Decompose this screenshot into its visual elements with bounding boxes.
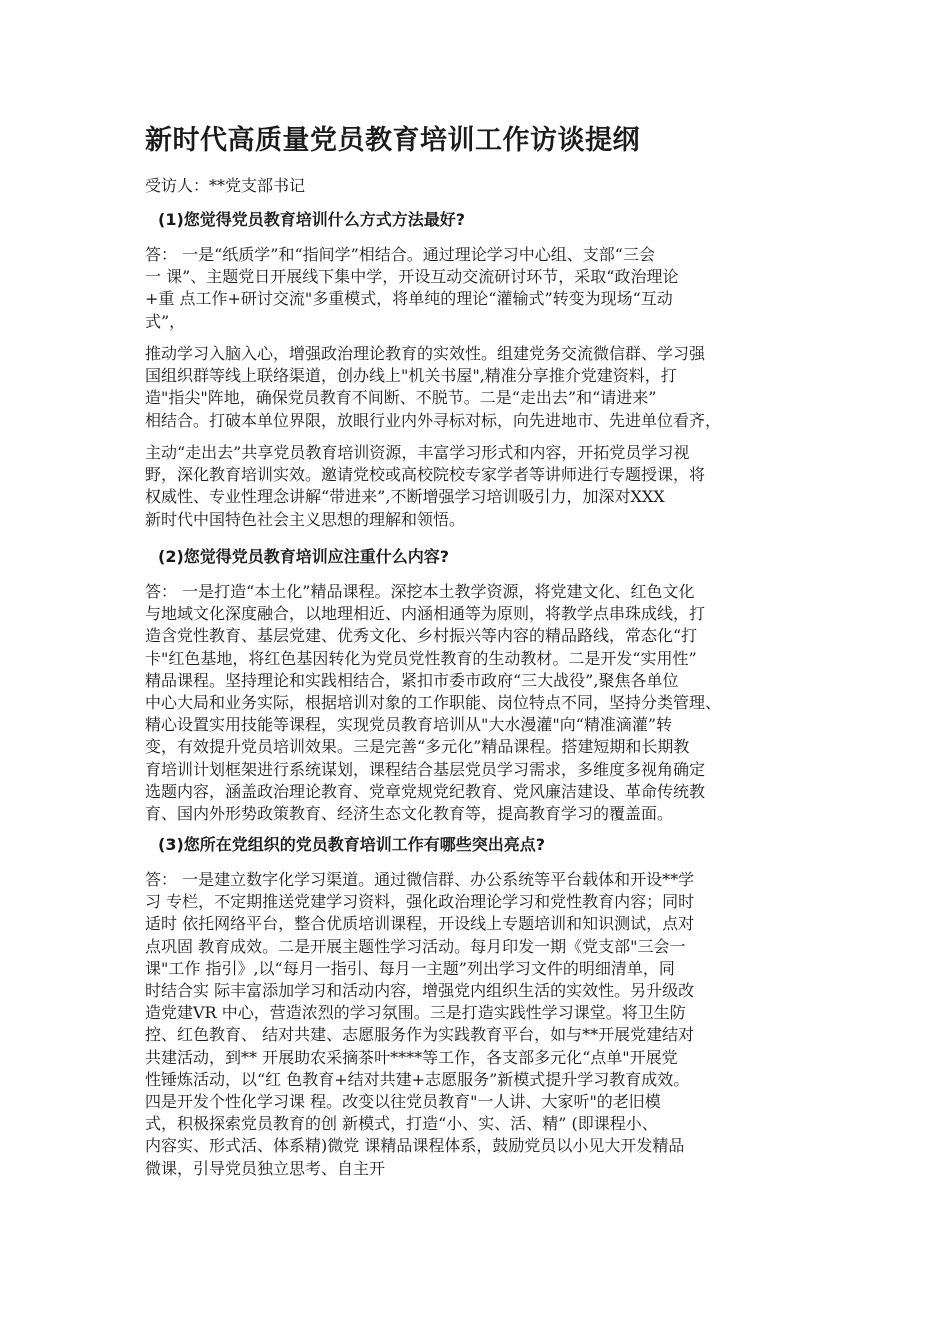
text-line: 适时 依托网络平台，整合优质培训课程，开设线上专题培训和知识测试，点对 [145, 914, 695, 934]
answer-1-paragraph-2 [145, 343, 807, 432]
question-1-heading: (1)您觉得党员教育培训什么方式方法最好? [158, 210, 466, 229]
text-line: 答： 一是打造“本土化”精品课程。深挖本土教学资源，将党建文化、红色文化 [145, 582, 695, 601]
text-line: +重 点工作+研讨交流"多重模式，将单纯的理论“灌输式”转变为现场“互动 [145, 289, 673, 309]
text-line: 课"工作 指引》,以“每月一指引、每月一主题”列出学习文件的明细清单，同 [145, 958, 675, 978]
text-line: 控、红色教育、 结对共建、志愿服务作为实践教育平台，如与**开展党建结对 [145, 1025, 695, 1045]
text-line: 时结合实 际丰富添加学习和活动内容，增强党内组织生活的实效性。另升级改 [145, 981, 695, 1001]
text-line: 点巩固 教育成效。二是开展主题性学习活动。每月印发一期《党支部"三会一 [145, 936, 686, 956]
text-line: 育、国内外形势政策教育、经济生态文化教育等，提高教育学习的覆盖面。 [145, 804, 674, 824]
question-3-heading: (3)您所在党组织的党员教育培训工作有哪些突出亮点? [158, 835, 546, 854]
text-line: 育培训计划框架进行系统谋划，课程结合基层党员学习需求，多维度多视角确定 [145, 759, 706, 779]
text-line: 共建活动，到** 开展助农采摘茶叶****等工作，各支部多元化“点单"开展党 [145, 1047, 678, 1067]
text-line: 造党建VR 中心，营造浓烈的学习氛围。三是打造实践性学习课堂。将卫生防 [145, 1003, 686, 1023]
text-line: 式，积极探索党员教育的创 新模式，打造“小、实、活、精” (即课程小、 [145, 1114, 658, 1134]
text-line: 造"指尖"阵地，确保党员教育不间断、不脱节。二是“走出去”和“请进来” [145, 388, 657, 408]
text-line: 选题内容，涵盖政治理论教育、党章党规党纪教育、党风廉洁建设、革命传统教 [145, 781, 706, 801]
text-line: 新时代中国特色社会主义思想的理解和领悟。 [145, 509, 466, 529]
text-line: 四是开发个性化学习课 程。改变以往党员教育"一人讲、大家听"的老旧模 [145, 1092, 661, 1112]
text-line: 内容实、形式活、体系精)微党 课精品课程体系，鼓励党员以小见大开发精品 [145, 1136, 685, 1156]
text-line: 一 课”、主题党日开展线下集中学，开设互动交流研讨环节，采取“政治理论 [145, 267, 679, 287]
text-line: 权威性、专业性理念讲解“带进来”,不断增强学习培训吸引力，加深对XXX [145, 487, 665, 507]
text-line: 答： 一是“纸质学”和“指间学”相结合。通过理论学习中心组、支部“三会 [145, 245, 655, 264]
answer-1-paragraph-3 [145, 442, 807, 531]
text-line: 习 专栏，不定期推送党建学习资料，强化政治理论学习和党性教育内容；同时 [145, 892, 695, 912]
text-line: 造含党性教育、基层党建、优秀文化、乡村振兴等内容的精品路线，常态化“打 [145, 626, 698, 646]
answer-2-paragraph-1 [145, 581, 807, 825]
text-line: 式”， [145, 311, 186, 331]
text-line: 变，有效提升党员培训效果。三是完善“多元化”精品课程。搭建短期和长期教 [145, 737, 690, 757]
text-line: 国组织群等线上联络渠道，创办线上"机关书屋",精准分享推介党建资料，打 [145, 366, 677, 386]
text-line: 微课，引导党员独立思考、自主开 [145, 1158, 386, 1178]
text-line: 精心设置实用技能等课程，实现党员教育培训从"大水漫灌"向“精准滴灌”转 [145, 715, 673, 735]
answer-3-paragraph-1 [145, 869, 807, 1180]
text-line: 相结合。打破本单位界限，放眼行业内外寻标对标，向先进地市、先进单位看齐， [145, 410, 722, 430]
text-line: 主动“走出去”共享党员教育培训资源，丰富学习形式和内容，开拓党员学习视 [145, 443, 690, 462]
text-line: 与地域文化深度融合，以地理相近、内涵相通等为原则，将教学点串珠成线，打 [145, 604, 706, 624]
answer-1-paragraph-1 [145, 244, 807, 333]
text-line: 野，深化教育培训实效。邀请党校或高校院校专家学者等讲师进行专题授课，将 [145, 465, 706, 485]
text-line: 精品课程。坚持理论和实践相结合，紧扣市委市政府“三大战役”,聚焦各单位 [145, 670, 679, 690]
interviewee-line: 受访人：**党支部书记 [145, 176, 306, 195]
text-line: 性锤炼活动，以“红 色教育+结对共建+志愿服务”新模式提升学习教育成效。 [145, 1069, 690, 1089]
text-line: 卡"红色基地，将红色基因转化为党员党性教育的生动教材。二是开发“实用性” [145, 648, 697, 668]
text-line: 推动学习入脑入心，增强政治理论教育的实效性。组建党务交流微信群、学习强 [145, 344, 706, 363]
document-title: 新时代高质量党员教育培训工作访谈提纲 [145, 125, 640, 156]
question-2-heading: (2)您觉得党员教育培训应注重什么内容? [158, 547, 450, 566]
text-line: 中心大局和业务实际，根据培训对象的工作职能、岗位特点不同，坚持分类管理、 [145, 693, 722, 713]
text-line: 答： 一是建立数字化学习渠道。通过微信群、办公系统等平台载体和开设**学 [145, 870, 695, 889]
